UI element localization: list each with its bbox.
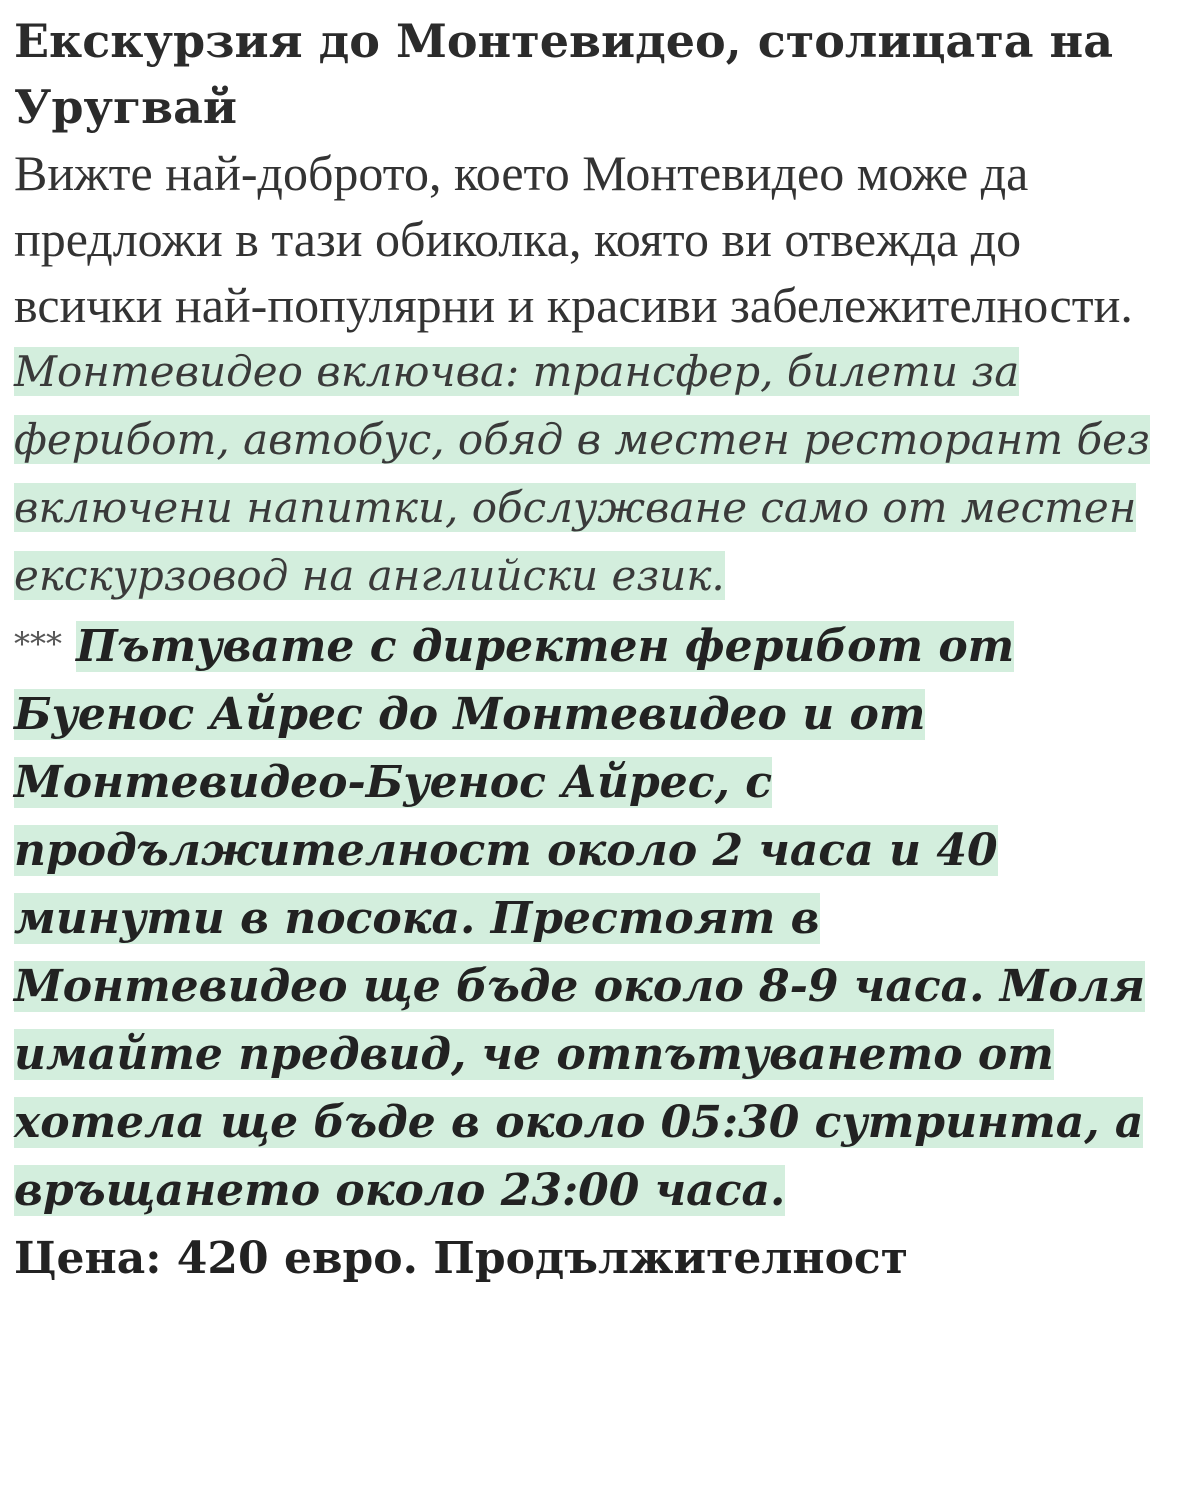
includes-text: Монтевидео включва: трансфер, билети за ферибот, автобус, обяд в местен ресторант без включени напитки, обслужване само от местен екскурзовод на английски език. <box>14 347 1150 600</box>
tour-includes <box>14 338 1164 610</box>
article <box>14 8 1164 1293</box>
notice-text: Пътувате с директен ферибот от Буенос Айрес до Монтевидео и от Монтевидео-Буенос Айрес, с продължителност около 2 часа и 40 минути в посока. Престоят в Монтевидео ще бъде около 8-9 часа. Моля имайте предвид, че отпътуването от хотела ще бъде в около 05:30 сутринта, а връщането около 23:00 часа. <box>14 621 1146 1216</box>
article-title: Екскурзия до Монтевидео, столицата на Уругвай <box>14 14 1114 134</box>
article-description: Вижте най-доброто, което Монтевидео може да предложи в тази обиколка, която ви отвежда до всички най-популярни и красиви забележителности. <box>14 145 1133 333</box>
notice-marker: *** <box>14 625 62 663</box>
price-line: Цена: 420 евро. Продължителност <box>14 1233 908 1284</box>
travel-notice <box>14 610 1164 1225</box>
